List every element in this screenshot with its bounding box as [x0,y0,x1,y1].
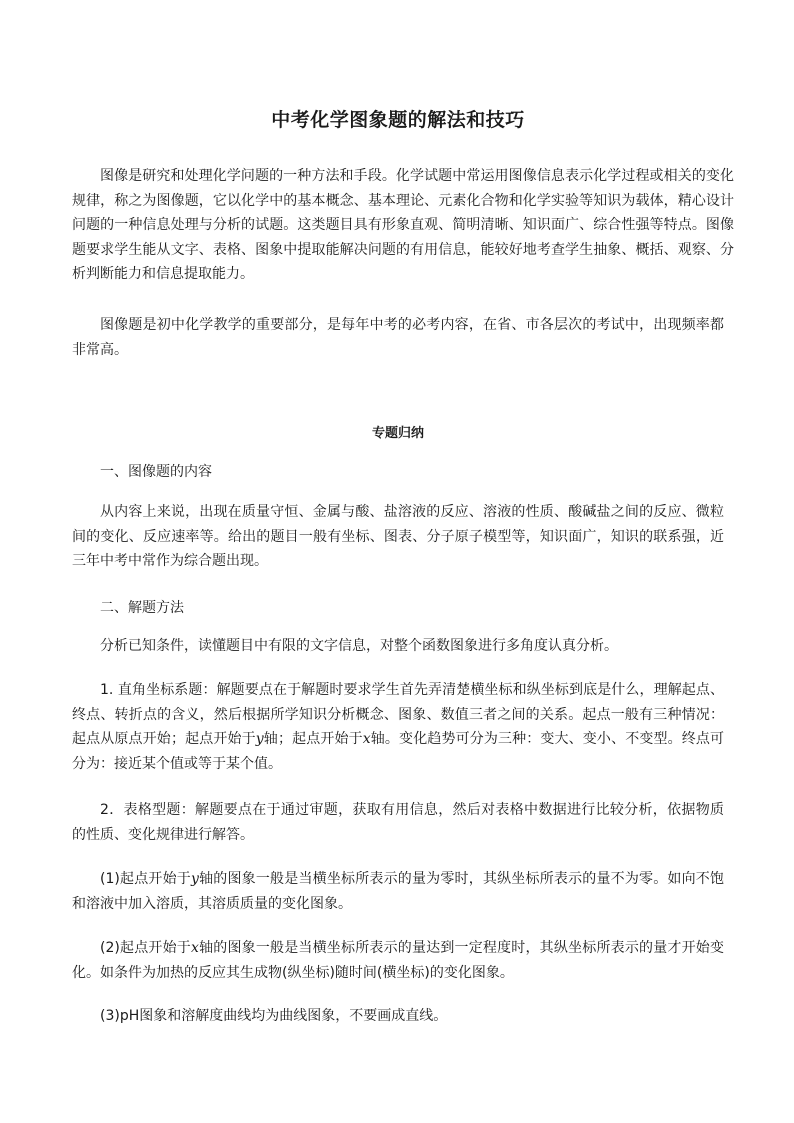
sub-1-text-a: (1)起点开始于 [100,871,191,887]
y-axis-variable: y [255,731,264,747]
method-2-paragraph: 2．表格型题：解题要点在于通过审题，获取有用信息，然后对表格中数据进行比较分析，依据物质的性质、变化规律进行解答。 [72,802,724,843]
section-title: 专题归纳 [371,426,424,441]
sub-2-text-a: (2)起点开始于 [100,940,191,956]
heading-content: 一、图像题的内容 [100,464,212,480]
intro-paragraph-1: 图像是研究和处理化学问题的一种方法和手段。化学试题中常运用图像信息表示化学过程或相关的变化规律，称之为图像题，它以化学中的基本概念、基本理论、元素化合物和化学实验等知识为载体，精心设计问题的一种信息处理与分析的试题。这类题目具有形象直观、简明清晰、知识面广、综合性强等特点。图像题要求学生能从文字、表格、图象中提取能解决问题的有用信息，能较好地考查学生抽象、概括、观察、分析判断能力和信息提取能力。 [72,168,734,282]
sub-2-text-b: 轴的图象一般是当横坐标所表示的量达到一定程度时，其纵坐标所表示的量才开始变化。如条件为加热的反应其生成物(纵坐标)随时间(横坐标)的变化图象。 [72,940,724,981]
page-title: 中考化学图象题的解法和技巧 [271,109,525,131]
sub-point-3-paragraph: (3)pH图象和溶解度曲线均为曲线图象，不要画成直线。 [100,1008,448,1024]
y-axis-variable: y [190,871,199,887]
method-1-paragraph [72,678,724,776]
sub-point-2-paragraph [72,936,724,985]
content-paragraph: 从内容上来说，出现在质量守恒、金属与酸、盐溶液的反应、溶液的性质、酸碱盐之间的反应、微粒间的变化、反应速率等。给出的题目一般有坐标、图表、分子原子模型等，知识面广，知识的联系强，近三年中考中常作为综合题出现。 [72,504,724,569]
method-1-text-c: 轴。变化趋势可分为三种：变大、变小、不变型。终点可分为：接近某个值或等于某个值。 [72,731,725,772]
method-1-text-b: 轴；起点开始于 [263,731,363,747]
heading-method: 二、解题方法 [100,600,184,616]
method-intro-paragraph: 分析已知条件，读懂题目中有限的文字信息，对整个函数图象进行多角度认真分析。 [100,638,618,654]
method-1-text-a: 1. 直角坐标系题：解题要点在于解题时要求学生首先弄清楚横坐标和纵坐标到底是什么，理解起点、终点、转折点的含义，然后根据所学知识分析概念、图象、数值三者之间的关系。起点一般有三种情况：起点从原点开始；起点开始于 [72,682,724,747]
sub-1-text-b: 轴的图象一般是当横坐标所表示的量为零时，其纵坐标所表示的量不为零。如向不饱和溶液中加入溶质，其溶质质量的变化图象。 [72,871,724,912]
sub-point-1-paragraph [72,867,724,916]
x-axis-variable: x [362,731,371,747]
x-axis-variable: x [190,940,199,956]
intro-paragraph-2: 图像题是初中化学教学的重要部分，是每年中考的必考内容，在省、市各层次的考试中，出现频率都非常高。 [72,317,724,358]
